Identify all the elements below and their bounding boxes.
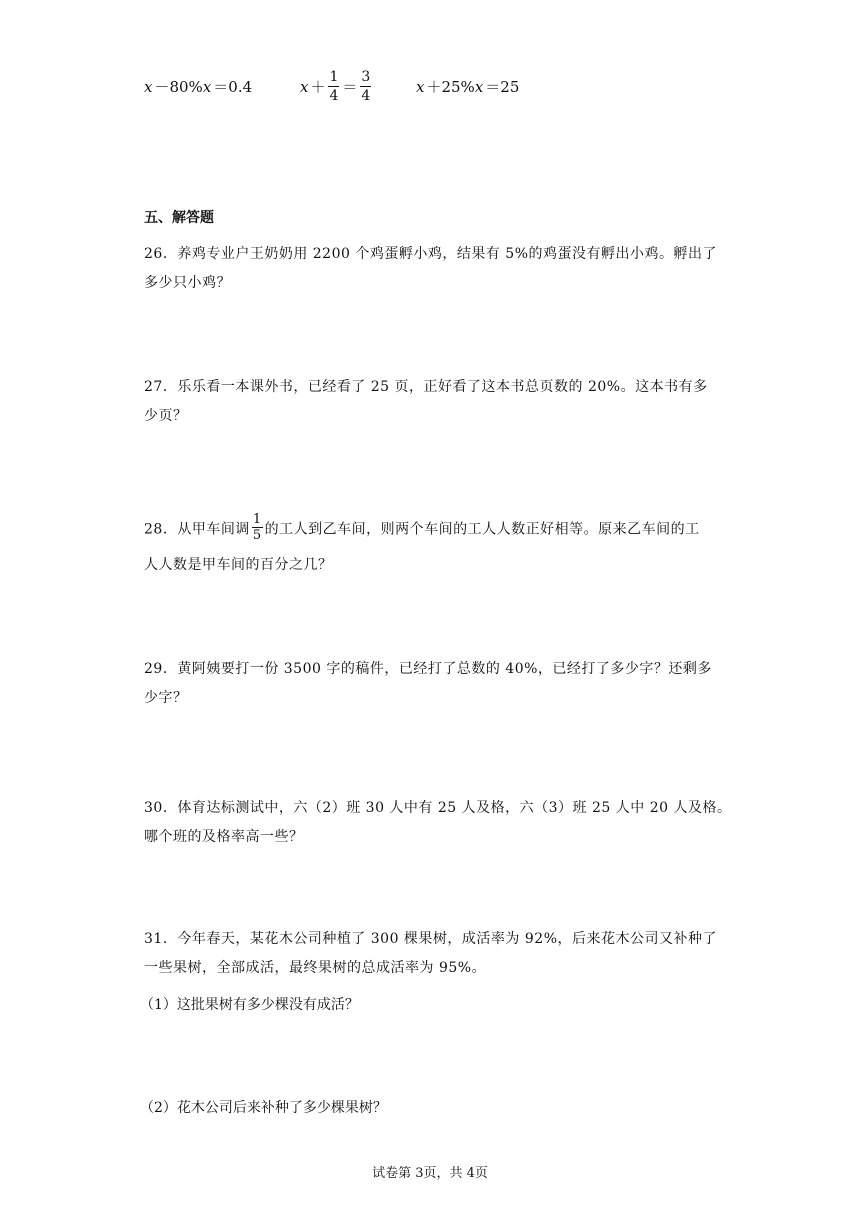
question-27-line-1: 27．乐乐看一本课外书，已经看了 25 页，正好看了这本书总页数的 20%。这本书有多 — [144, 379, 708, 395]
equation-3 — [416, 76, 519, 97]
fraction-numerator: 1 — [329, 69, 339, 85]
equation-2-fraction-1 — [328, 70, 339, 103]
equation-3-term: ＋25% — [426, 78, 475, 96]
section-title: 五、解答题 — [144, 210, 214, 226]
fraction-denominator: 5 — [252, 528, 262, 543]
equation-1-var: x — [144, 77, 153, 96]
question-27 — [144, 373, 724, 431]
question-31 — [144, 925, 724, 983]
equation-2-op: ＋ — [310, 78, 326, 96]
question-28-suffix: 的工人到乙车间，则两个车间的工人人数正好相等。原来乙车间的工 — [264, 521, 700, 538]
fraction-denominator: 4 — [361, 88, 371, 104]
equation-3-var: x — [416, 77, 425, 96]
question-30-line-1: 30．体育达标测试中，六（2）班 30 人中有 25 人及格，六（3）班 25 人中 20 人及格。 — [144, 800, 732, 816]
question-29-line-2: 少字？ — [144, 690, 188, 706]
equation-1 — [144, 76, 252, 97]
equation-2-fraction-2 — [360, 70, 371, 103]
question-31-line-1: 31．今年春天，某花木公司种植了 300 棵果树，成活率为 92%，后来花木公司又补种了 — [144, 931, 718, 947]
fraction-numerator: 3 — [361, 69, 371, 85]
equation-1-var2: x — [202, 77, 212, 96]
equation-3-rhs: ＝25 — [485, 78, 520, 96]
question-30-line-2: 哪个班的及格率高一些？ — [144, 829, 304, 845]
question-28-fraction — [252, 513, 263, 542]
equation-1-term: －80% — [154, 78, 203, 96]
fraction-numerator: 1 — [252, 512, 262, 527]
question-30 — [144, 794, 732, 852]
question-31-sub-1: （1）这批果树有多少棵没有成活？ — [140, 997, 359, 1013]
question-27-line-2: 少页？ — [144, 408, 188, 424]
equation-3-var2: x — [474, 77, 484, 96]
question-26-line-1: 26．养鸡专业户王奶奶用 2200 个鸡蛋孵小鸡，结果有 5%的鸡蛋没有孵出小鸡。孵出了 — [144, 246, 718, 262]
question-31-line-2: 一些果树，全部成活，最终果树的总成活率为 95%。 — [144, 960, 487, 976]
question-26-line-2: 多少只小鸡？ — [144, 275, 231, 291]
question-28-prefix: 28．从甲车间调 — [144, 521, 250, 538]
page-footer: 试卷第 3页，共 4页 — [372, 1166, 488, 1181]
equation-2 — [300, 70, 374, 103]
question-31-sub-2: （2）花木公司后来补种了多少棵果树？ — [140, 1100, 387, 1116]
equation-1-rhs: ＝0.4 — [213, 78, 253, 96]
question-29-line-1: 29．黄阿姨要打一份 3500 字的稿件，已经打了总数的 40%，已经打了多少字？还剩多 — [144, 661, 712, 677]
question-28-line-1 — [144, 512, 724, 545]
equation-2-var: x — [300, 77, 309, 96]
equation-2-equals: ＝ — [342, 78, 358, 96]
question-29 — [144, 655, 724, 713]
question-28-line-2: 人人数是甲车间的百分之几？ — [144, 556, 333, 573]
question-28 — [144, 512, 724, 580]
fraction-denominator: 4 — [329, 88, 339, 104]
question-26 — [144, 240, 724, 298]
